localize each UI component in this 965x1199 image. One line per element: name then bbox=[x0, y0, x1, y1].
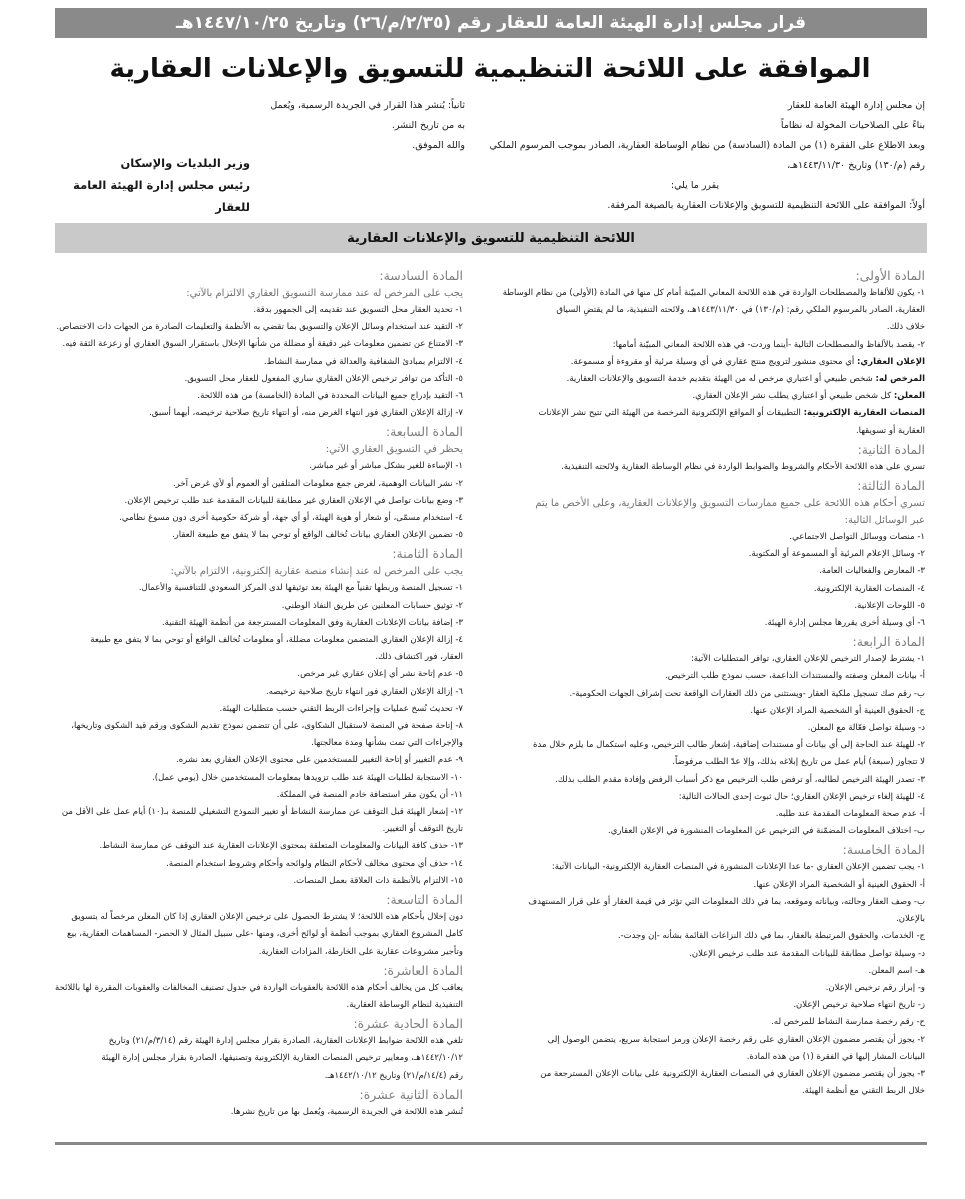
article-line: ٦- أي وسيلة أخرى يقررها مجلس إدارة الهيئة. bbox=[764, 618, 925, 629]
article-line: ١٤٤٢/١٠/١٢هـ، ومعايير ترخيص المنصات العقارية الإلكترونية وتصنيفها، الصادرة بقرار مجلس إدارة الهيئة bbox=[101, 1053, 463, 1064]
article-heading: المادة الأولى: bbox=[855, 268, 925, 283]
article-line: خلال الربط التقني مع أنظمة الهيئة. bbox=[801, 1086, 925, 1097]
article-line: تاريخ التوقف أو التغيير. bbox=[382, 824, 463, 835]
regulation-title-bar bbox=[55, 223, 927, 253]
decides-line: يقرر ما يلي: bbox=[670, 180, 720, 191]
article-line: ٧- تحديث نُسخ عمليات وإجراءات الربط التقني حسب متطلبات الهيئة. bbox=[219, 703, 463, 714]
article-intro: عبر الوسائل التالية: bbox=[844, 515, 925, 527]
article-line: أ- بيانات المعلن وصفته والمستندات الداعمة، حسب نموذج طلب الترخيص. bbox=[665, 671, 925, 682]
footer-divider bbox=[55, 1142, 927, 1145]
decision-reference: قرار مجلس إدارة الهيئة العامة للعقار رقم (٢/٣٥/م/٢٦) وتاريخ ١٤٤٧/١٠/٢٥هـ bbox=[175, 13, 807, 33]
signatory-role: وزير البلديات والإسكان bbox=[120, 156, 250, 170]
article-line: ٧- إزالة الإعلان العقاري فور انتهاء الغرض منه، أو انتهاء تاريخ صلاحية ترخيصه، أيهما أسبق. bbox=[149, 408, 463, 419]
article-line: ز- تاريخ انتهاء صلاحية ترخيص الإعلان. bbox=[793, 1000, 925, 1011]
article-line: ١٠- الاستجابة لطلبات الهيئة عند طلب تزويدها بمعلومات المستخدمين خلال (يومي عمل). bbox=[152, 772, 463, 783]
article-line: ٣- المعارض والفعاليات العامة. bbox=[819, 566, 925, 577]
article-line bbox=[497, 405, 925, 422]
article-line: ٣- وضع بيانات تواصل في الإعلان العقاري غير مطابقة للبيانات المقدمة عند طلب ترخيص الإعلان. bbox=[124, 495, 463, 506]
decision-preamble bbox=[465, 96, 925, 216]
second-clause: ثانياً: يُنشر هذا القرار في الجريدة الرسمية، ويُعمل به من تاريخ النشر. bbox=[270, 100, 465, 131]
article-line: ٢- التقيد عند استخدام وسائل الإعلان والتسويق بما تقضي به الأنظمة والتعليمات الصادرة من الجهات ذات الاختصاص. bbox=[56, 322, 463, 333]
article-line: ٤- استخدام مسمّى، أو شعار أو هوية الهيئة، أو أي جهة، أو شركة حكومية أخرى دون مسوغ نظامي. bbox=[119, 513, 463, 524]
article-heading: المادة الثامنة: bbox=[392, 546, 463, 562]
article-line: تسري على هذه اللائحة الأحكام والشروط والضوابط الواردة في نظام الوساطة العقارية ولائحته التنفيذية. bbox=[561, 461, 925, 472]
decision-clauses-left bbox=[260, 96, 465, 156]
article-heading: المادة السادسة: bbox=[379, 268, 463, 283]
article-line: ٢- نشر البيانات الوهمية، لغرض جمع معلومات المتلقين أو العموم أو لأي غرض آخر. bbox=[172, 478, 463, 489]
preamble-line: رقم (م/١٣٠) وتاريخ ١٤٤٣/١١/٣٠هـ، bbox=[787, 160, 925, 171]
article-heading: المادة الرابعة: bbox=[852, 634, 925, 650]
article-line: دون إخلال بأحكام هذه اللائحة؛ لا يشترط الحصول على ترخيص الإعلان العقاري إذا كان المعلن مرخصاً له بتسويق bbox=[71, 912, 463, 923]
left-column bbox=[35, 266, 463, 1121]
term-definition: شخص طبيعي أو اعتباري مرخص له من الهيئة بتقديم خدمة التسويق والإعلانات العقارية. bbox=[566, 374, 876, 385]
regulation-title: اللائحة التنظيمية للتسويق والإعلانات العقارية bbox=[347, 230, 635, 246]
article-line: ٤- للهيئة إلغاء ترخيص الإعلان العقاري؛ حال ثبوت إحدى الحالات التالية: bbox=[678, 791, 925, 802]
article-line: ج- الحقوق العينية أو الشخصية المراد الإعلان عنها. bbox=[750, 705, 925, 716]
article-line: لا تتجاوز (سبعة) أيام عمل من تاريخ إبلاغه بذلك، وإلا عدّ الطلب مرفوضاً. bbox=[672, 757, 925, 768]
term-definition: كل شخص طبيعي أو اعتباري يطلب نشر الإعلان العقاري. bbox=[692, 391, 894, 402]
preamble-line: بناءً على الصلاحيات المخولة له نظاماً bbox=[780, 120, 925, 131]
article-line: ب- وصف العقار وحالته، وبياناته وموقعه، بما في ذلك المعلومات التي تؤثر في قيمة العقار أو على قرار المستهدف bbox=[528, 896, 925, 907]
article-line: ٣- الامتناع عن تضمين معلومات غير دقيقة أو مضللة من شأنها الإخلال باستقرار السوق العقاري أو زعزعة الثقة فيه. bbox=[62, 339, 463, 350]
article-line: ٥- عدم إتاحة نشر أي إعلان عقاري غير مرخص. bbox=[297, 669, 463, 680]
article-line: ٦- إزالة الإعلان العقاري فور انتهاء تاريخ صلاحية ترخيصه. bbox=[266, 686, 463, 697]
article-line: يعاقب كل من يخالف أحكام هذه اللائحة بالعقوبات الواردة في جدول تصنيف المخالفات والعقوبات المقررة لها باللائحة bbox=[55, 982, 463, 993]
article-line bbox=[497, 388, 925, 405]
article-heading: المادة الثانية عشرة: bbox=[359, 1086, 463, 1102]
article-line: ح- رقم رخصة ممارسة النشاط للمرخص له. bbox=[771, 1017, 925, 1028]
article-line: ٢- توثيق حسابات المعلنين عن طريق النفاذ الوطني. bbox=[281, 600, 463, 611]
article-line: ٨- إتاحة صفحة في المنصة لاستقبال الشكاوى، على أن تتضمن نموذج تقديم الشكوى ورقم قيد الشكوى وتاريخها، bbox=[71, 721, 463, 732]
article-intro: يجب على المرخص له عند إنشاء منصة عقارية إلكترونية، الالتزام بالآتي: bbox=[170, 566, 463, 578]
article-line: وتأجير مشروعات عقارية على الخارطة، المزادات العقارية. bbox=[258, 946, 463, 957]
article-line: تُنشر هذه اللائحة في الجريدة الرسمية، ويُعمل بها من تاريخ نشرها. bbox=[230, 1106, 463, 1117]
article-line: د- وسيلة تواصل مطابقة للبيانات المقدمة عند طلب ترخيص الإعلان. bbox=[689, 948, 925, 959]
article-line: ١٥- الالتزام بالأنظمة ذات العلاقة بعمل المنصات. bbox=[293, 875, 463, 886]
article-line: أ- الحقوق العينية أو الشخصية المراد الإعلان عنها. bbox=[753, 879, 925, 890]
article-line: ٩- عدم التغيير أو إتاحة التغيير للمستخدمين على محتوى الإعلان العقاري بعد نشره. bbox=[176, 755, 463, 766]
term-label: المعلن: bbox=[893, 391, 925, 402]
signatory-role: رئيس مجلس إدارة الهيئة العامة للعقار bbox=[73, 178, 250, 214]
article-heading: المادة السابعة: bbox=[385, 424, 463, 440]
article-line: ب- اختلاف المعلومات المضمّنة في الترخيص عن المعلومات المنشورة في الإعلان العقاري. bbox=[608, 826, 925, 837]
article-line: والإجراءات التي تمت بشأنها ومدة معالجتها. bbox=[311, 738, 463, 749]
article-heading: المادة الثالثة: bbox=[857, 478, 925, 494]
article-heading: المادة الحادية عشرة: bbox=[353, 1016, 463, 1032]
article-line: ٤- الالتزام بمبادئ الشفافية والعدالة في ممارسة النشاط. bbox=[263, 356, 463, 367]
article-line bbox=[497, 371, 925, 388]
article-line: ٢- للهيئة عند الحاجة إلى أي بيانات أو مستندات إضافية، إشعار طالب الترخيص، وعليه استكمال ما يلزم خلال مدة bbox=[533, 740, 925, 751]
article-line: العقار، فور اكتشاف ذلك. bbox=[375, 652, 463, 663]
article-intro: تسري أحكام هذه اللائحة على جميع ممارسات التسويق والإعلانات العقارية، وعلى الأخص ما يتم bbox=[535, 498, 925, 510]
article-line: ١٢- إشعار الهيئة قبل التوقف عن ممارسة النشاط أو تغيير النموذج التشغيلي للمنصة بـ(١٠) أيام عمل على الأقل من bbox=[61, 807, 463, 818]
article-intro: يحظر في التسويق العقاري الآتي: bbox=[325, 444, 463, 456]
article-line: ١١- أن يكون مقر استضافة خادم المنصة في المملكة. bbox=[276, 789, 463, 800]
article-heading: المادة العاشرة: bbox=[383, 962, 463, 978]
first-clause: أولاً: الموافقة على اللائحة التنظيمية للتسويق والإعلانات العقارية بالصيغة المرفقة. bbox=[607, 200, 925, 211]
article-line: خلاف ذلك. bbox=[886, 322, 925, 333]
article-heading: المادة التاسعة: bbox=[386, 892, 463, 908]
term-label: المنصات العقارية الإلكترونية: bbox=[803, 408, 925, 419]
article-line: هـ- اسم المعلن. bbox=[868, 965, 925, 976]
article-line: ٥- تضمين الإعلان العقاري بيانات تُخالف الواقع أو توحي بما لا يتفق مع طبيعة العقار. bbox=[171, 530, 463, 541]
article-line: ٤- إزالة الإعلان العقاري المتضمن معلومات مضللة، أو معلومات تُخالف الواقع أو توحي بما لا يتفق مع طبيعة bbox=[90, 635, 463, 646]
article-line: ٢- يقصد بالألفاظ والمصطلحات التالية -أينما وردت- في هذه اللائحة المعاني المبيّنة أمامها: bbox=[612, 339, 925, 350]
article-line: أ- عدم صحة المعلومات المقدمة عند طلبه. bbox=[775, 809, 925, 820]
article-line: كامل المشروع العقاري بموجب أنظمة أو لوائح أخرى، ومنها -على سبيل المثال لا الحصر- المساهمات العقارية، بيع bbox=[67, 929, 463, 940]
main-title: الموافقة على اللائحة التنظيمية للتسويق والإعلانات العقارية bbox=[109, 54, 871, 84]
article-line: ١- يكون للألفاظ والمصطلحات الواردة في هذه اللائحة المعاني المبيّنة أمام كل منها في المادة (الأولى) من نظام الوساطة bbox=[502, 288, 925, 298]
article-line: ١- تحديد العقار محل التسويق عند تقديمه إلى الجمهور بدقة. bbox=[253, 305, 463, 315]
article-line: ١- تسجيل المنصة وربطها تقنياً مع الهيئة بعد توثيقها لدى المركز السعودي للتنافسية والأعمال. bbox=[138, 583, 463, 594]
term-label: الإعلان العقاري: bbox=[856, 356, 925, 367]
article-line: التنفيذية لنظام الوساطة العقارية. bbox=[346, 999, 463, 1010]
article-line: ٦- التقيد بإدراج جميع البيانات المحددة في المادة (الخامسة) من هذه اللائحة. bbox=[197, 391, 463, 402]
article-line bbox=[497, 354, 925, 371]
article-line: ٣- يجوز أن يقتصر مضمون الإعلان العقاري في المنصات العقارية الإلكترونية على بيانات الإعلان المسترجعة من bbox=[540, 1068, 925, 1079]
article-line: البيانات المشار إليها في الفقرة (١) من هذه المادة. bbox=[746, 1051, 925, 1062]
article-line: ج- الخدمات، والحقوق المرتبطة بالعقار، بما في ذلك النزاعات القائمة بشأنه -إن وجدت-. bbox=[617, 931, 925, 942]
article-heading: المادة الثانية: bbox=[857, 441, 925, 457]
article-line: ٢- يجوز أن يقتصر مضمون الإعلان العقاري على رقم رخصة الإعلان ورمز استجابة سريع، يتضمن الوصول إلى bbox=[547, 1034, 925, 1045]
article-line: رقم (١٤/٤/م/٢١) وتاريخ ١٤٤٢/١٠/١٢هـ. bbox=[324, 1070, 463, 1081]
article-line: ١- يجب تضمين الإعلان العقاري -ما عدا الإعلانات المنشورة في المنصات العقارية الإلكترونية- البيانات الآتية: bbox=[551, 862, 925, 873]
article-line: ٥- التأكد من توافر ترخيص الإعلان العقاري ساري المفعول للعقار محل التسويق. bbox=[184, 373, 463, 384]
article-line: ٤- المنصات العقارية الإلكترونية. bbox=[813, 583, 925, 594]
article-line: ٢- وسائل الإعلام المرئية أو المسموعة أو المكتوبة. bbox=[748, 549, 925, 560]
article-line: ب- رقم صك تسجيل ملكية العقار -ويستثنى من ذلك العقارات الواقعة تحت إشراف الجهات الحكومية-. bbox=[569, 688, 925, 699]
article-intro: يجب على المرخص له عند ممارسة التسويق العقاري الالتزام بالآتي: bbox=[186, 288, 463, 299]
article-line: ١- يشترط لإصدار الترخيص للإعلان العقاري، توافر المتطلبات الآتية: bbox=[690, 654, 925, 665]
preamble-line: إن مجلس إدارة الهيئة العامة للعقار bbox=[787, 100, 925, 111]
article-line: العقارية أو تسويقها. bbox=[855, 425, 925, 436]
article-line: د- وسيلة تواصل فعّالة مع المعلن. bbox=[807, 723, 925, 734]
article-line: و- إبراز رقم ترخيص الإعلان. bbox=[825, 982, 925, 993]
article-line: ١- الإساءة للغير بشكل مباشر أو غير مباشر. bbox=[309, 461, 463, 472]
closing-line: والله الموفق. bbox=[412, 140, 465, 151]
article-line: ٣- تصدر الهيئة الترخيص لطالبه، أو ترفض طلب الترخيص مع ذكر أسباب الرفض وإفادة مقدم الطلب بذلك. bbox=[555, 774, 925, 785]
article-line: ١- منصات ووسائل التواصل الاجتماعي. bbox=[789, 532, 925, 543]
article-line: ١٤- حذف أي محتوى مخالف لأحكام النظام ولوائحه وأحكام وشروط استخدام المنصة. bbox=[166, 858, 463, 869]
right-column bbox=[497, 266, 925, 1100]
term-definition: التطبيقات أو المواقع الإلكترونية المرخصة من الهيئة التي تتيح نشر الإعلانات bbox=[538, 408, 804, 419]
article-line: العقارية، الصادر بالمرسوم الملكي رقم: (م/١٣٠) في ١٤٤٣/١١/٣٠هـ، ولائحته التنفيذية، ما لم يقتضِ السياق bbox=[556, 305, 925, 316]
term-definition: أي محتوى منشور لترويج منتج عقاري في أي وسيلة مرئية أو مقروءة أو مسموعة. bbox=[570, 356, 857, 367]
article-heading: المادة الخامسة: bbox=[842, 842, 925, 858]
article-line: ٣- إضافة بيانات الإعلانات العقارية وفق المعلومات المسترجعة من أنظمة الهيئة التقنية. bbox=[161, 617, 463, 628]
article-line: تلغي هذه اللائحة ضوابط الإعلانات العقارية، الصادرة بقرار مجلس إدارة الهيئة رقم (٣/١٤/م/٢١) وتاريخ bbox=[108, 1036, 463, 1047]
article-line: ٥- اللوحات الإعلانية. bbox=[854, 600, 925, 611]
preamble-line: وبعد الاطلاع على الفقرة (١) من المادة (السادسة) من نظام الوساطة العقارية، الصادر بموجب المرسوم الملكي bbox=[489, 140, 925, 151]
decision-header-bar bbox=[55, 8, 927, 38]
article-line: ١٣- حذف كافة البيانات والمعلومات المتعلقة بمحتوى الإعلانات العقارية عند التوقف عن ممارسة النشاط. bbox=[99, 841, 463, 852]
article-line: بالإعلان. bbox=[896, 914, 925, 925]
term-label: المرخص له: bbox=[875, 374, 925, 385]
